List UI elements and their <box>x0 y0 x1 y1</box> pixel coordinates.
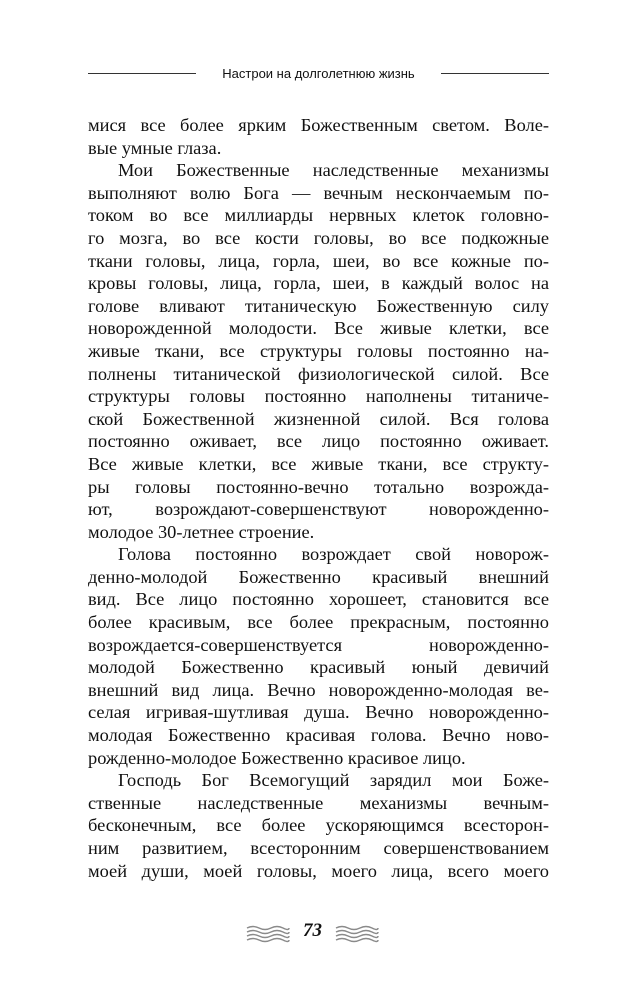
text-line: моей души, моей головы, моего лица, всего моего <box>88 860 549 881</box>
text-line: ним развитием, всесторонним совершенствованием <box>88 838 549 858</box>
text-line: ственные наследственные механизмы вечным- <box>88 792 549 813</box>
wave-ornament-right-icon <box>334 924 380 944</box>
text-line: током во все миллиарды нервных клеток головно- <box>88 205 549 226</box>
header-rule-right <box>441 73 549 74</box>
text-line: более красивым, все более прекрасным, постоянно <box>88 612 549 633</box>
header-title: Настрои на долголетнюю жизнь <box>222 66 415 81</box>
text-line: ткани головы, лица, горла, шеи, во все кожные по- <box>88 250 549 271</box>
text-line: голове вливают титаническую Божественную силу <box>88 295 549 316</box>
text-line: вые умные глаза. <box>88 137 222 158</box>
text-line: Все живые клетки, все живые ткани, все структу- <box>88 453 549 474</box>
text-line: селая игривая-шутливая душа. Вечно новорожденно- <box>88 702 549 723</box>
text-line: рожденно-молодое Божественно красивое лицо. <box>88 747 466 768</box>
text-line: Голова постоянно возрождает свой новорож- <box>118 544 549 565</box>
text-line: денно-молодой Божественно красивый внешний <box>88 566 549 587</box>
text-line: ют, возрождают-совершенствуют новорожденно- <box>88 499 549 520</box>
text-line: новорожденной молодости. Все живые клетки, все <box>88 318 549 339</box>
text-line: Мои Божественные наследственные механизмы <box>118 160 549 181</box>
page-footer <box>245 918 380 948</box>
text-line: Господь Бог Всемогущий зарядил мои Боже- <box>118 770 549 791</box>
text-line: кровы головы, лица, горла, шеи, в каждый волос на <box>88 273 549 294</box>
text-line: мися все более ярким Божественным светом. Воле- <box>88 115 549 135</box>
text-line: ской Божественной жизненной силой. Вся голова <box>88 408 549 429</box>
text-line: живые ткани, все структуры головы постоянно на- <box>88 340 549 361</box>
text-line: полнены титанической физиологической силой. Все <box>88 363 549 384</box>
text-line: го мозга, во все кости головы, во все подкожные <box>88 227 549 248</box>
text-line: постоянно оживает, все лицо постоянно оживает. <box>88 431 549 452</box>
running-header <box>88 64 549 84</box>
page-number: 73 <box>303 920 322 941</box>
text-line: молодой Божественно красивый юный девичий <box>88 657 549 678</box>
text-line: выполняют волю Бога — вечным нескончаемым по- <box>88 182 549 203</box>
text-line: вид. Все лицо постоянно хорошеет, становится все <box>88 589 549 610</box>
text-line: молодое 30-летнее строение. <box>88 521 315 542</box>
text-line: внешний вид лица. Вечно новорожденно-молодая ве- <box>88 679 549 700</box>
text-line: бесконечным, все более ускоряющимся всесторон- <box>88 815 549 836</box>
text-line: молодая Божественно красивая голова. Вечно ново- <box>88 725 549 746</box>
text-line: ры головы постоянно-вечно тотально возрожда- <box>88 476 549 497</box>
body-text <box>88 114 549 882</box>
text-line: возрождается-совершенствуется новорожденно- <box>88 634 549 655</box>
text-line: структуры головы постоянно наполнены титаниче- <box>88 386 549 407</box>
